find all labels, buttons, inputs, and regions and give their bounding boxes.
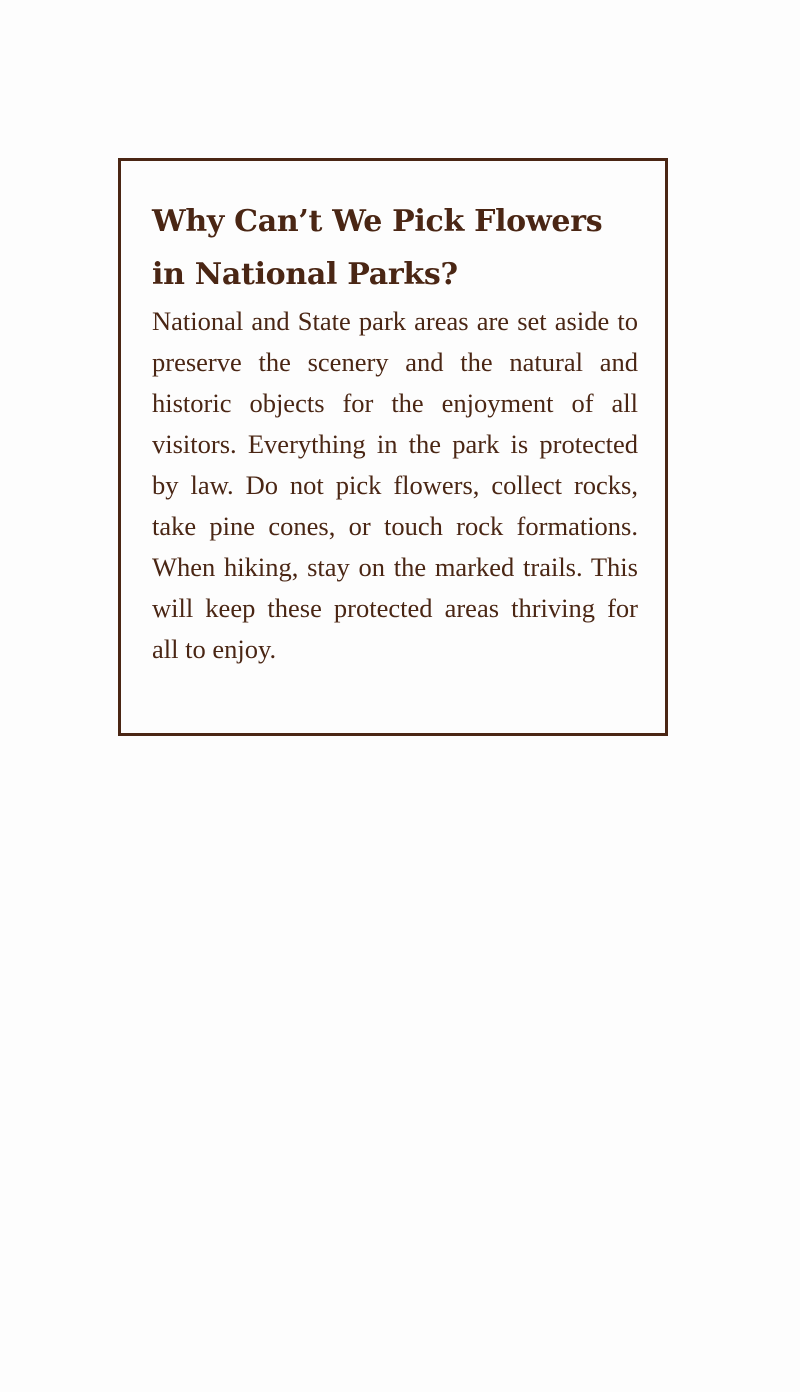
info-sidebar-box bbox=[118, 158, 668, 736]
sidebar-body-text: National and State park areas are set aside to preserve the scenery and the natural and historic objects for the enjoyment of all visitors. Everything in the park is protected by law. Do not pick flowers, collect rocks, take pine cones, or touch rock formations. When hiking, stay on the marked trails. This will keep these protected areas thriving for all to enjoy. bbox=[152, 306, 638, 664]
sidebar-title: Why Can’t We Pick Flowers in National Parks? bbox=[152, 204, 603, 292]
